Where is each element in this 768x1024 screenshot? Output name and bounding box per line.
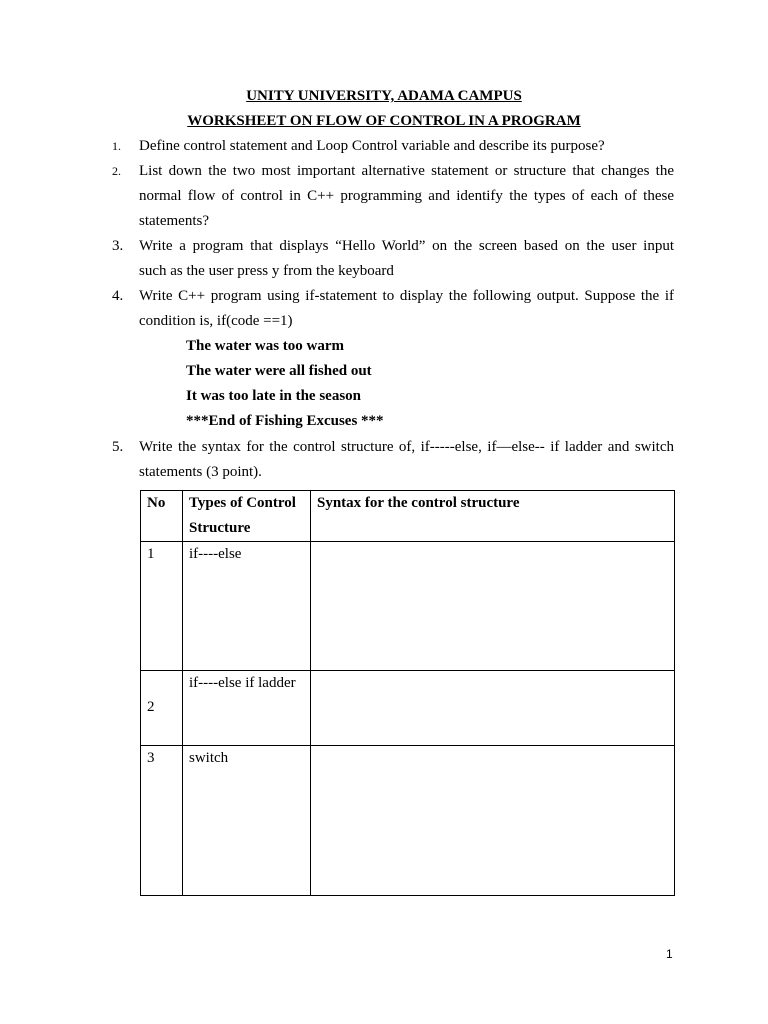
question-number: 4. bbox=[112, 288, 124, 304]
question-line: normal flow of control in C++ programming and identify the types of each of these bbox=[139, 188, 674, 204]
page-number: 1 bbox=[666, 947, 673, 961]
table-row bbox=[141, 746, 675, 896]
question-number: 2. bbox=[112, 164, 121, 178]
table-header-row bbox=[141, 491, 675, 542]
row-syntax-cell[interactable] bbox=[311, 671, 675, 746]
header-no: No bbox=[141, 491, 183, 542]
table-row bbox=[141, 542, 675, 671]
question-text bbox=[139, 234, 674, 284]
question-text bbox=[139, 284, 674, 334]
row-no: 1 bbox=[141, 542, 183, 671]
question-line: Write C++ program using if-statement to display the following output. Suppose the if bbox=[139, 288, 674, 304]
header-syntax: Syntax for the control structure bbox=[311, 491, 675, 542]
syntax-table bbox=[140, 490, 675, 896]
question-line: statements (3 point). bbox=[139, 464, 262, 480]
output-line: It was too late in the season bbox=[186, 388, 361, 404]
output-line: The water was too warm bbox=[186, 338, 345, 354]
question-line: statements? bbox=[139, 213, 209, 229]
table-row bbox=[141, 671, 675, 746]
header-type-line: Types of Control bbox=[189, 495, 296, 511]
header-type-line: Structure bbox=[189, 520, 251, 536]
question-line: condition is, if(code ==1) bbox=[139, 313, 293, 329]
row-syntax-cell[interactable] bbox=[311, 746, 675, 896]
question-number: 1. bbox=[112, 139, 121, 153]
row-type: switch bbox=[183, 746, 311, 896]
question-text bbox=[139, 134, 674, 159]
question-2 bbox=[112, 159, 674, 234]
output-line: The water were all fished out bbox=[186, 363, 372, 379]
question-4 bbox=[112, 284, 674, 334]
question-number: 3. bbox=[112, 238, 124, 254]
question-line: Write a program that displays “Hello World” on the screen based on the user input bbox=[139, 238, 674, 254]
question-line: List down the two most important alternative statement or structure that changes the bbox=[139, 163, 674, 179]
question-line: Define control statement and Loop Control variable and describe its purpose? bbox=[139, 138, 605, 154]
question-3 bbox=[112, 234, 674, 284]
question-text bbox=[139, 435, 674, 485]
output-line: ***End of Fishing Excuses *** bbox=[186, 413, 384, 429]
university-title: UNITY UNIVERSITY, ADAMA CAMPUS bbox=[246, 88, 522, 104]
question-1 bbox=[112, 134, 674, 159]
worksheet-title: WORKSHEET ON FLOW OF CONTROL IN A PROGRAM bbox=[187, 113, 581, 129]
question-text bbox=[139, 159, 674, 234]
row-no: 2 bbox=[141, 671, 183, 746]
question-5 bbox=[112, 435, 674, 485]
question-line: Write the syntax for the control structure of, if-----else, if—else-- if ladder and switch bbox=[139, 439, 674, 455]
row-type: if----else bbox=[183, 542, 311, 671]
row-type: if----else if ladder bbox=[183, 671, 311, 746]
row-syntax-cell[interactable] bbox=[311, 542, 675, 671]
header-type bbox=[183, 491, 311, 542]
question-line: such as the user press y from the keyboard bbox=[139, 263, 394, 279]
question-number: 5. bbox=[112, 439, 124, 455]
row-no: 3 bbox=[141, 746, 183, 896]
